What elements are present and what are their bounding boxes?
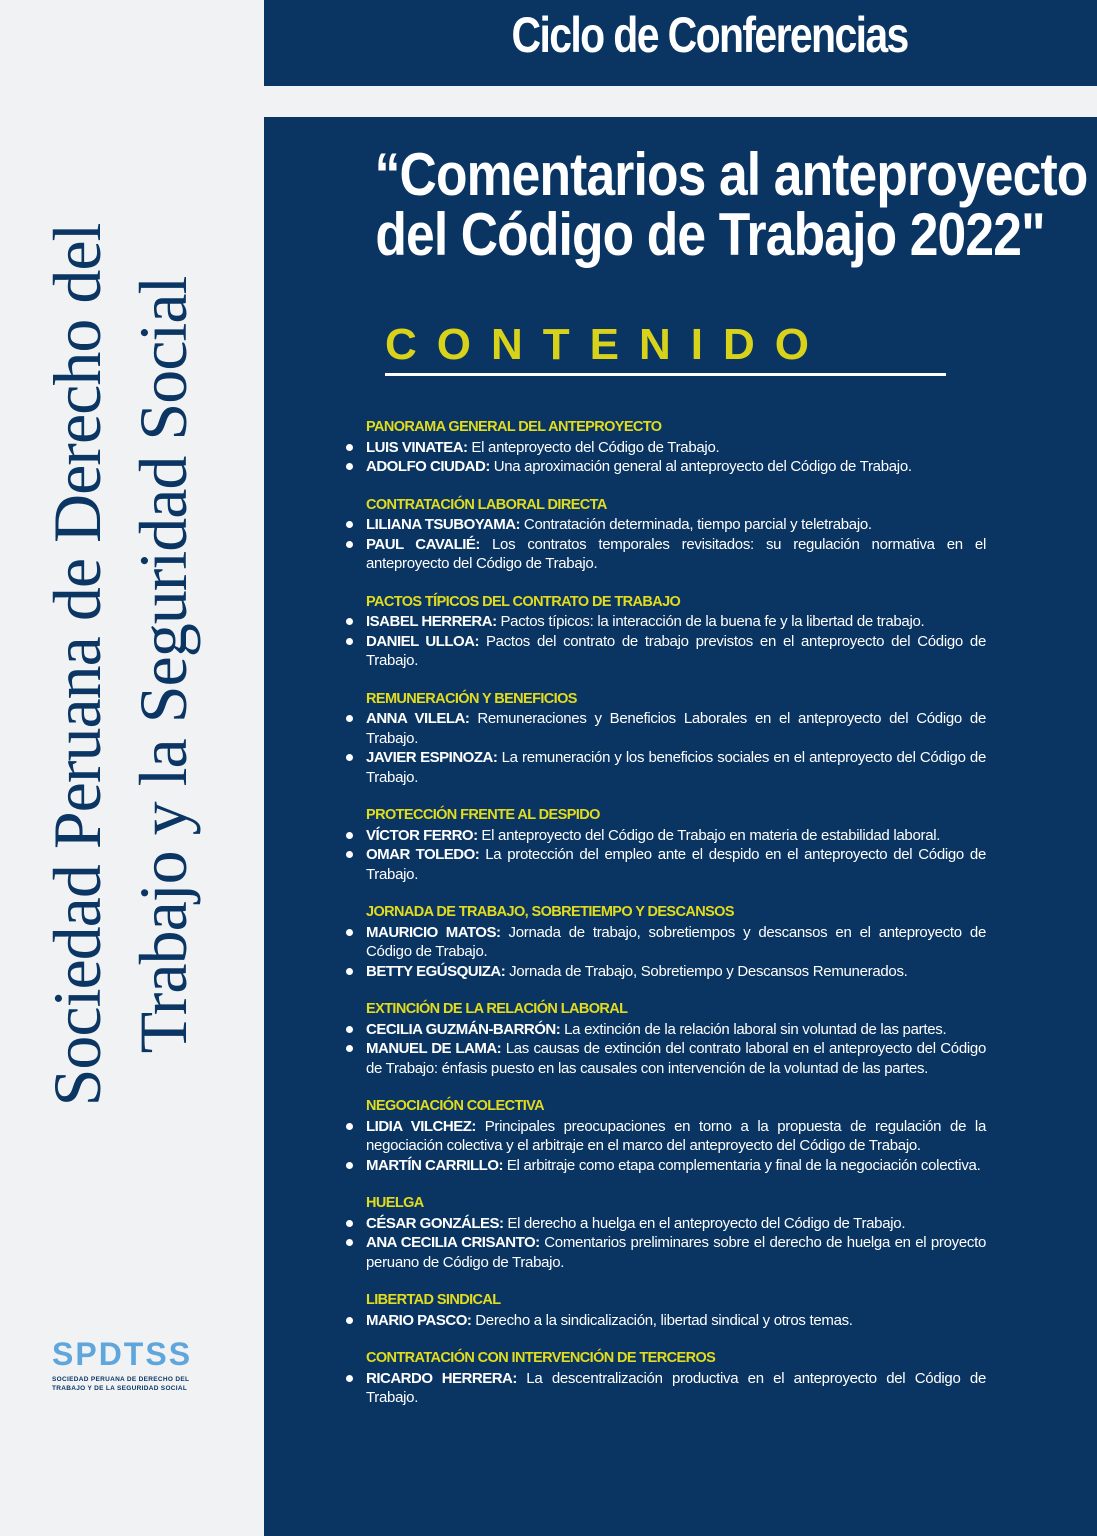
section-heading: PACTOS TÍPICOS DEL CONTRATO DE TRABAJO: [366, 593, 681, 610]
list-item: [366, 1020, 986, 1040]
speaker-name: VÍCTOR FERRO:: [366, 826, 478, 844]
speaker-name: DANIEL ULLOA:: [366, 632, 479, 650]
speaker-name: PAUL CAVALIÉ:: [366, 535, 480, 553]
list-item: [366, 1214, 986, 1234]
list-item: [366, 632, 986, 671]
talk-title: El derecho a huelga en el anteproyecto del Código de Trabajo.: [503, 1214, 906, 1232]
speaker-name: ANA CECILIA CRISANTO:: [366, 1234, 540, 1251]
toc-section: [366, 1349, 986, 1408]
table-of-contents: [366, 418, 986, 1427]
toc-section: [366, 903, 986, 981]
talk-title: Los contratos temporales revisitados: su regulación normativa en el anteproyecto del Código de Trabajo.: [366, 535, 986, 572]
conference-title-line2: del Código de Trabajo 2022": [375, 201, 1045, 268]
talk-title: La remuneración y los beneficios sociales en el anteproyecto del Código de Trabajo.: [366, 749, 986, 786]
contents-heading: CONTENIDO: [385, 320, 829, 369]
speaker-name: ISABEL HERRERA:: [366, 613, 497, 630]
talk-title: Principales preocupaciones en torno a la propuesta de regulación de la negociación colectiva y el arbitraje en el marco del anteproyecto del Código de Trabajo.: [366, 1117, 987, 1154]
toc-section: [366, 418, 986, 477]
header-band: [264, 0, 1097, 86]
list-item: [366, 826, 986, 846]
list-item: [366, 535, 986, 574]
series-title: Ciclo de Conferencias: [511, 7, 908, 63]
conference-title: [374, 141, 1088, 268]
talk-title: El anteproyecto del Código de Trabajo en materia de estabilidad laboral.: [477, 826, 941, 844]
logo-subtitle: [52, 1375, 192, 1393]
list-item: [366, 515, 986, 535]
speaker-name: MARTÍN CARRILLO:: [366, 1156, 503, 1174]
talk-title: Jornada de Trabajo, Sobretiempo y Descansos Remunerados.: [505, 962, 908, 980]
section-heading: JORNADA DE TRABAJO, SOBRETIEMPO Y DESCANSOS: [366, 904, 734, 920]
speaker-name: LIDIA VILCHEZ:: [366, 1117, 476, 1135]
talk-title: Pactos típicos: la interacción de la buena fe y la libertad de trabajo.: [496, 613, 925, 630]
list-item: [366, 709, 986, 748]
organization-name-line1: Sociedad Peruana de Derecho del: [39, 223, 115, 1107]
talk-title: Jornada de trabajo, sobretiempos y descansos en el anteproyecto de Código de Trabajo.: [366, 923, 986, 960]
section-heading: REMUNERACIÓN Y BENEFICIOS: [366, 690, 577, 707]
list-item: [366, 1369, 986, 1408]
speaker-name: BETTY EGÚSQUIZA:: [366, 962, 506, 980]
section-heading: PANORAMA GENERAL DEL ANTEPROYECTO: [366, 419, 662, 435]
toc-section: [366, 806, 986, 884]
talk-title: Remuneraciones y Beneficios Laborales en el anteproyecto del Código de Trabajo.: [366, 710, 986, 747]
talk-title: La descentralización productiva en el anteproyecto del Código de Trabajo.: [366, 1369, 986, 1406]
list-item: [366, 923, 986, 962]
speaker-name: OMAR TOLEDO:: [366, 846, 480, 863]
toc-section: [366, 1097, 986, 1175]
speaker-name: MAURICIO MATOS:: [366, 923, 501, 941]
spdtss-logo: [52, 1337, 192, 1393]
talk-title: La protección del empleo ante el despido en el anteproyecto del Código de Trabajo.: [366, 846, 986, 883]
talk-title: Pactos del contrato de trabajo previstos en el anteproyecto del Código de Trabajo.: [366, 632, 986, 669]
toc-section: [366, 1194, 986, 1272]
list-item: [366, 845, 986, 884]
talk-title: El anteproyecto del Código de Trabajo.: [467, 438, 720, 456]
talk-title: Las causas de extinción del contrato laboral en el anteproyecto del Código de Trabajo: énfasis puesto en las causales con intervención de la voluntad de las partes.: [366, 1040, 986, 1077]
logo-subtitle-line1: SOCIEDAD PERUANA DE DERECHO DEL: [52, 1376, 190, 1383]
list-item: [366, 748, 986, 787]
list-item: [366, 1156, 986, 1176]
speaker-name: MARIO PASCO:: [366, 1311, 472, 1329]
speaker-name: LILIANA TSUBOYAMA:: [366, 516, 521, 533]
section-heading: HUELGA: [366, 1195, 424, 1211]
list-item: [366, 438, 986, 458]
speaker-name: JAVIER ESPINOZA:: [366, 749, 498, 766]
talk-title: El arbitraje como etapa complementaria y final de la negociación colectiva.: [502, 1156, 981, 1174]
list-item: [366, 962, 986, 982]
speaker-name: ANNA VILELA:: [366, 710, 470, 727]
toc-section: [366, 690, 986, 788]
logo-subtitle-line2: TRABAJO Y DE LA SEGURIDAD SOCIAL: [52, 1385, 188, 1392]
speaker-name: LUIS VINATEA:: [366, 438, 468, 456]
toc-section: [366, 1000, 986, 1078]
list-item: [366, 612, 986, 632]
talk-title: Una aproximación general al anteproyecto del Código de Trabajo.: [489, 458, 912, 475]
list-item: [366, 1233, 986, 1272]
logo-mark: SPDTSS: [52, 1336, 193, 1372]
toc-section: [366, 593, 986, 671]
conference-title-line1: “Comentarios al anteproyecto: [374, 141, 1088, 208]
section-heading: NEGOCIACIÓN COLECTIVA: [366, 1098, 545, 1114]
talk-title: Contratación determinada, tiempo parcial y teletrabajo.: [520, 516, 872, 533]
list-item: [366, 457, 986, 477]
speaker-name: CECILIA GUZMÁN-BARRÓN:: [366, 1020, 561, 1038]
section-heading: PROTECCIÓN FRENTE AL DESPIDO: [366, 807, 600, 823]
section-heading: EXTINCIÓN DE LA RELACIÓN LABORAL: [366, 1001, 628, 1017]
speaker-name: CÉSAR GONZÁLES:: [366, 1214, 504, 1232]
list-item: [366, 1117, 986, 1156]
contents-divider: [385, 373, 946, 376]
section-heading: CONTRATACIÓN LABORAL DIRECTA: [366, 496, 607, 513]
speaker-name: RICARDO HERRERA:: [366, 1369, 517, 1387]
list-item: [366, 1039, 986, 1078]
toc-section: [366, 1291, 986, 1330]
section-heading: CONTRATACIÓN CON INTERVENCIÓN DE TERCEROS: [366, 1350, 716, 1366]
list-item: [366, 1311, 986, 1331]
talk-title: Derecho a la sindicalización, libertad sindical y otros temas.: [471, 1311, 853, 1329]
talk-title: La extinción de la relación laboral sin voluntad de las partes.: [560, 1020, 947, 1038]
toc-section: [366, 496, 986, 574]
talk-title: Comentarios preliminares sobre el derecho de huelga en el proyecto peruano de Código de Trabajo.: [366, 1234, 987, 1271]
organization-name-line2: Trabajo y la Seguridad Social: [125, 276, 201, 1054]
organization-name: [34, 135, 206, 1195]
section-heading: LIBERTAD SINDICAL: [366, 1292, 501, 1308]
speaker-name: MANUEL DE LAMA:: [366, 1040, 502, 1057]
speaker-name: ADOLFO CIUDAD:: [366, 458, 490, 475]
